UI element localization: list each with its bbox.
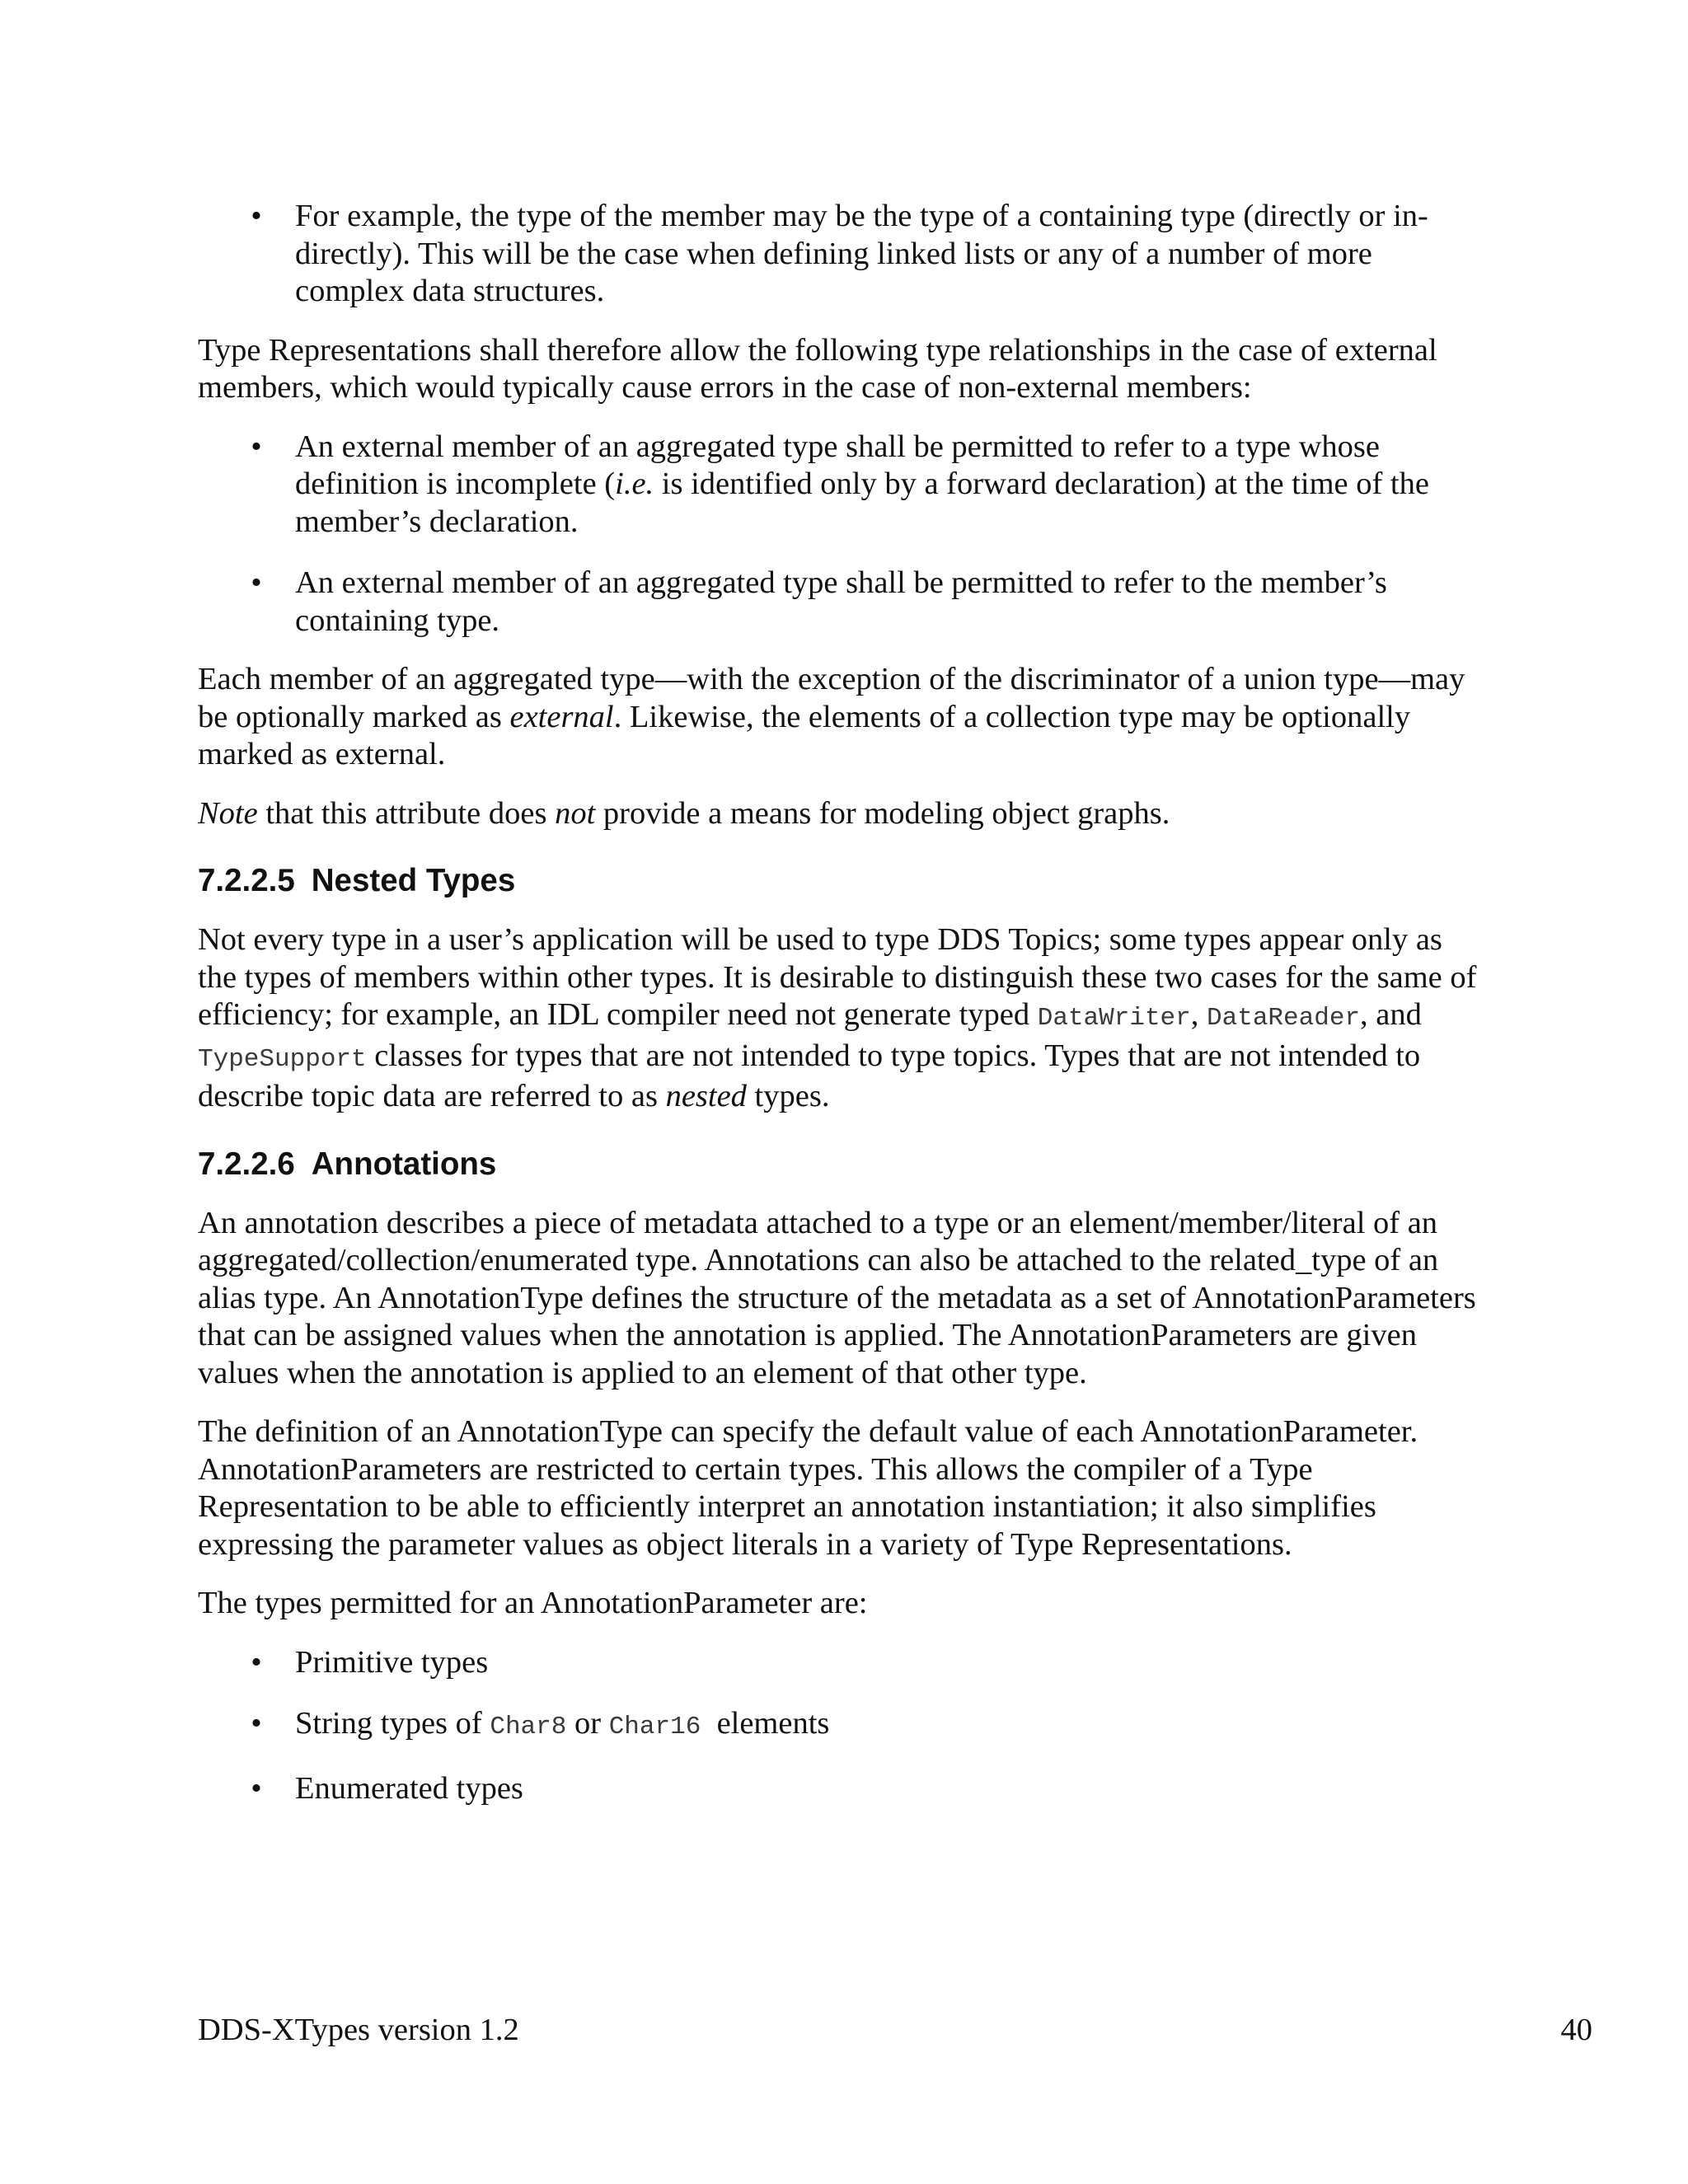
footer-document-title: DDS-XTypes version 1.2: [198, 2013, 519, 2047]
list-item: [198, 1705, 1484, 1746]
list-item-text: An external member of an aggregated type shall be permitted to refer to the member’s containing type.: [295, 565, 1387, 638]
paragraph-text: types.: [746, 1079, 830, 1113]
italic-not: not: [555, 795, 596, 831]
section-heading-nested-types: [198, 862, 1484, 900]
paragraph-type-representations: Type Representations shall therefore allow the following type relationships in the case of external members, which would typically cause errors in the case of non-external members:: [198, 332, 1437, 405]
section-title: Nested Types: [311, 863, 516, 898]
list-item: [198, 565, 1484, 640]
list-item: [198, 429, 1484, 541]
italic-nested: nested: [665, 1079, 747, 1113]
paragraph-text: , and: [1360, 997, 1422, 1032]
paragraph-text: Not every type in a user’s application will be used to type DDS Topics; some types appear only as the types of members within other types. It is desirable to distinguish these two cases for the same of efficiency; for example, an IDL compiler need not generate typed: [198, 922, 1477, 1032]
paragraph-text: provide a means for modeling object graphs.: [595, 795, 1170, 831]
section-title: Annotations: [311, 1146, 497, 1182]
paragraph-each-member: [198, 661, 1484, 774]
paragraph-text: ,: [1190, 997, 1207, 1032]
list-item-text: or: [566, 1706, 609, 1741]
code-typesupport: TypeSupport: [198, 1044, 367, 1074]
bullet-icon: •: [251, 199, 262, 233]
list-item-text: is identified only by a forward declaration) at the time of the member’s declaration.: [295, 466, 1429, 539]
paragraph-note: [198, 795, 1484, 833]
paragraph-annotations-1: An annotation describes a piece of metadata attached to a type or an element/member/literal of an aggregated/collection/enumerated type. Annotations can also be attached to the related_type of an alias type. An AnnotationType defines the structure of the metadata as a set of AnnotationParameters that can be assigned values when the annotation is applied. The AnnotationParameters are given values when the annotation is applied to an element of that other type.: [198, 1205, 1476, 1390]
list-item-text: An external member of an aggregated type shall be permitted to refer to a type whose definition is incomplete (: [295, 429, 1380, 501]
italic-ie: i.e.: [615, 466, 654, 501]
bullet-icon: •: [251, 1644, 262, 1680]
list-item: [198, 198, 1484, 311]
code-char16: Char16: [608, 1713, 701, 1741]
relationship-bullet-list: [198, 429, 1484, 640]
bullet-icon: •: [251, 1706, 262, 1741]
section-number: 7.2.2.5: [198, 863, 295, 898]
paragraph-text: . Likewise, the elements of a collection type may be optionally marked as external.: [198, 699, 1411, 771]
list-item-text: Enumerated types: [295, 1770, 523, 1806]
list-item-text: For example, the type of the member may be the type of a containing type (directly or indirectly). This will be the case when defining linked lists or any of a number of more complex data structures.: [295, 199, 1428, 308]
bullet-icon: •: [251, 565, 262, 600]
paragraph-text: that this attribute does: [257, 795, 556, 831]
paragraph-annotations-2: The definition of an AnnotationType can specify the default value of each AnnotationParameter. AnnotationParameters are restricted to certain types. This allows the compiler of a Type Representation to be able to efficiently interpret an annotation instantiation; it also simplifies expressing the parameter values as object literals in a variety of Type Representations.: [198, 1414, 1418, 1562]
code-datareader: DataReader: [1207, 1004, 1361, 1033]
italic-external: external: [509, 699, 614, 734]
list-item-text: elements: [701, 1706, 830, 1741]
permitted-types-list: [198, 1644, 1484, 1808]
paragraph-nested-types: [198, 921, 1484, 1116]
list-item-text: String types of: [295, 1706, 490, 1741]
paragraph-text: classes for types that are not intended to type topics. Types that are not intended to describe topic data are referred to as: [198, 1038, 1421, 1113]
list-item-text: Primitive types: [295, 1644, 489, 1680]
code-char8: Char8: [490, 1713, 567, 1741]
page-content: [198, 198, 1484, 1829]
code-datawriter: DataWriter: [1037, 1004, 1191, 1033]
paragraph-text: Each member of an aggregated type—with the exception of the discriminator of a union type—may be optionally marked as: [198, 662, 1465, 734]
section-heading-annotations: [198, 1146, 1484, 1183]
footer-page-number: 40: [1560, 2013, 1592, 2047]
list-item: [198, 1644, 1484, 1682]
bullet-icon: •: [251, 1770, 262, 1806]
paragraph-annotations-3: The types permitted for an AnnotationParameter are:: [198, 1586, 868, 1620]
list-item: [198, 1770, 1484, 1808]
section-number: 7.2.2.6: [198, 1146, 295, 1182]
bullet-icon: •: [251, 429, 262, 464]
intro-bullet-list: [198, 198, 1484, 311]
italic-note: Note: [198, 795, 258, 831]
